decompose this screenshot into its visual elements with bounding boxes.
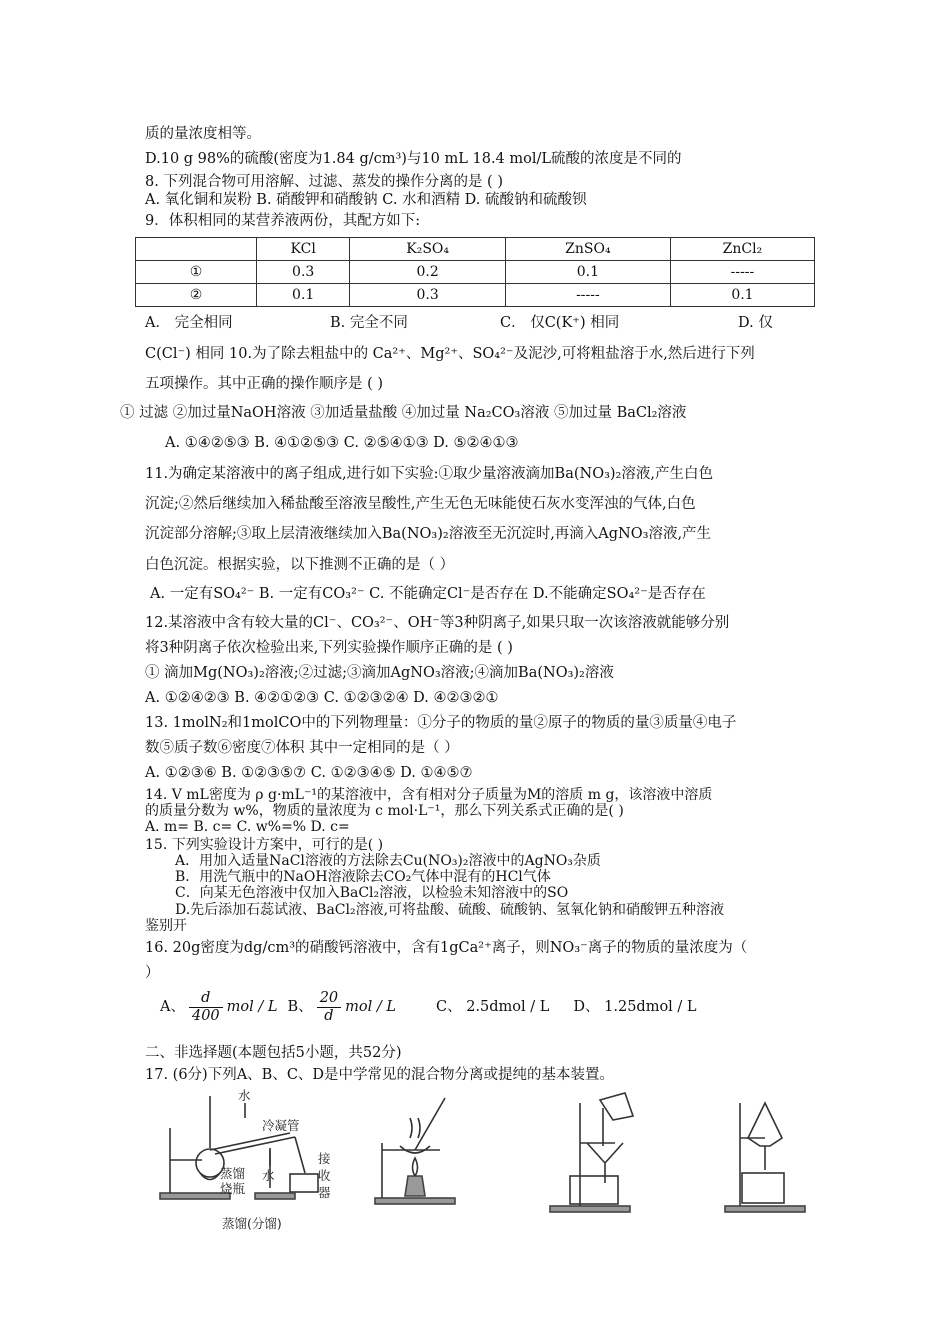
question-15-option-c: C．向某无色溶液中仅加入BaCl₂溶液，以检验未知溶液中的SO — [175, 885, 569, 901]
option-d: D、 1.25dmol / L — [573, 998, 697, 1015]
option-c: C、 2.5dmol / L — [436, 998, 550, 1015]
filtration-apparatus — [545, 1088, 645, 1218]
question-13: 13. 1molN₂和1molCO中的下列物理量：①分子的物质的量②原子的物质的量③质量④电子 — [145, 715, 737, 731]
text-line: 鉴别开 — [145, 918, 187, 934]
question-14-options: A. m= B. c= C. w%=% D. c= — [145, 819, 350, 835]
question-10-options: A. ①④②⑤③ B. ④①②⑤③ C. ②⑤④①③ D. ⑤②④①③ — [165, 435, 519, 451]
alcohol-lamp — [405, 1176, 425, 1196]
question-8-options: A. 氧化铜和炭粉 B. 硝酸钾和硝酸钠 C. 水和酒精 D. 硫酸钠和硫酸钡 — [145, 192, 587, 208]
figure-label: 蒸馏 — [220, 1166, 246, 1181]
table-cell: 0.2 — [350, 261, 506, 284]
table-cell: ----- — [505, 284, 670, 307]
text-line: ① 滴加Mg(NO₃)₂溶液;②过滤;③滴加AgNO₃溶液;④滴加Ba(NO₃)₂溶液 — [145, 665, 614, 681]
question-10: C(Cl⁻) 相同 10.为了除去粗盐中的 Ca²⁺、Mg²⁺、SO₄²⁻及泥沙,可将粗盐溶于水,然后进行下列 — [145, 346, 755, 362]
question-15-option-b: B．用洗气瓶中的NaOH溶液除去CO₂气体中混有的HCl气体 — [175, 869, 551, 885]
figure-label: 烧瓶 — [220, 1181, 246, 1196]
text-line: 质的量浓度相等。 — [145, 126, 261, 142]
question-13-options: A. ①②③⑥ B. ①②③⑤⑦ C. ①②③④⑤ D. ①④⑤⑦ — [145, 765, 473, 781]
table-cell: ZnCl₂ — [670, 238, 814, 261]
stand-base — [725, 1206, 805, 1212]
question-15-option-d: D.先后添加石蕊试液、BaCl₂溶液,可将盐酸、硫酸、硫酸钠、氢氧化钠和硝酸钾五种溶液 — [175, 902, 725, 918]
text-line: 五项操作。其中正确的操作顺序是 ( ) — [145, 376, 384, 392]
stand-base — [550, 1206, 630, 1212]
text-line: D.10 g 98%的硫酸(密度为1.84 g/cm³)与10 mL 18.4 mol/L硫酸的浓度是不同的 — [145, 151, 682, 167]
table-cell: 0.1 — [505, 261, 670, 284]
adapter — [295, 1137, 305, 1173]
stand-base — [375, 1198, 455, 1204]
question-12-options: A. ①②④②③ B. ④②①②③ C. ①②③②④ D. ④②③②① — [145, 690, 499, 706]
figure-caption: 蒸馏(分馏) — [222, 1216, 282, 1231]
receiver — [290, 1174, 318, 1192]
table-cell: 0.3 — [350, 284, 506, 307]
question-9-option-d: D. 仅 — [738, 315, 773, 331]
denominator: d — [324, 1007, 334, 1024]
text-line: 白色沉淀。根据实验，以下推测不正确的是（ ） — [145, 557, 455, 573]
unit: mol / L — [226, 998, 278, 1015]
figure-label: 器 — [318, 1185, 331, 1200]
option-b-label: B、 — [287, 998, 313, 1015]
text-line: 将3种阴离子依次检验出来,下列实验操作顺序正确的是 ( ) — [145, 640, 513, 656]
evaporation-apparatus — [370, 1088, 470, 1218]
figure-label: 接 — [318, 1151, 331, 1166]
denominator: 400 — [191, 1007, 220, 1024]
question-16-options — [160, 990, 697, 1024]
beaker — [570, 1176, 618, 1204]
stand-base — [255, 1193, 295, 1199]
separation-apparatus — [720, 1088, 810, 1223]
formula-table — [135, 237, 815, 307]
unit: mol / L — [345, 998, 396, 1015]
question-15: 15. 下列实验设计方案中，可行的是( ) — [145, 837, 384, 853]
text-line: 沉淀部分溶解;③取上层清液继续加入Ba(NO₃)₂溶液至无沉淀时,再滴入AgNO₃溶液,产生 — [145, 526, 712, 542]
table-cell — [136, 238, 257, 261]
pouring-beaker — [600, 1093, 633, 1120]
section-heading: 二、非选择题(本题包括5小题，共52分) — [145, 1045, 402, 1061]
question-11: 11.为确定某溶液中的离子组成,进行如下实验:①取少量溶液滴加Ba(NO₃)₂溶液,产生白色 — [145, 466, 713, 482]
fraction — [189, 990, 223, 1024]
question-17: 17. (6分)下列A、B、C、D是中学常见的混合物分离或提纯的基本装置。 — [145, 1067, 615, 1083]
question-14: 14. V mL密度为 ρ g·mL⁻¹的某溶液中，含有相对分子质量为M的溶质 m g，该溶液中溶质 — [145, 787, 713, 803]
table-cell: KCl — [257, 238, 350, 261]
question-15-option-a: A．用加入适量NaCl溶液的方法除去Cu(NO₃)₂溶液中的AgNO₃杂质 — [175, 853, 601, 869]
condenser-tube — [210, 1133, 290, 1150]
table-row — [136, 284, 815, 307]
beaker — [742, 1173, 784, 1203]
figure-label: 收 — [318, 1168, 331, 1183]
text-line: 数⑤质子数⑥密度⑦体积 其中一定相同的是（ ） — [145, 740, 459, 756]
condenser-tube — [215, 1137, 295, 1154]
table-cell: ----- — [670, 261, 814, 284]
table-cell: ZnSO₄ — [505, 238, 670, 261]
question-10-steps: ① 过滤 ②加过量NaOH溶液 ③加适量盐酸 ④加过量 Na₂CO₃溶液 ⑤加过量 BaCl₂溶液 — [120, 405, 687, 421]
distillation-apparatus — [150, 1088, 340, 1238]
numerator: 20 — [317, 990, 341, 1008]
question-16: 16. 20g密度为dg/cm³的硝酸钙溶液中，含有1gCa²⁺离子，则NO₃⁻离子的物质的量浓度为（ — [145, 940, 748, 956]
table-cell: ① — [136, 261, 257, 284]
numerator: d — [189, 990, 223, 1008]
figure-label: 冷凝管 — [262, 1118, 300, 1133]
option-a-label: A、 — [160, 998, 185, 1015]
flame — [413, 1158, 418, 1176]
steam — [410, 1118, 420, 1138]
question-8: 8. 下列混合物可用溶解、过滤、蒸发的操作分离的是 ( ) — [145, 174, 503, 190]
table-cell: 0.3 — [257, 261, 350, 284]
table-cell: 0.1 — [670, 284, 814, 307]
separatory-funnel — [748, 1103, 782, 1146]
table-row — [136, 261, 815, 284]
figure-label: 水 — [238, 1088, 251, 1103]
text-line: ） — [145, 965, 160, 981]
text-line: 沉淀;②然后继续加入稀盐酸至溶液呈酸性,产生无色无味能使石灰水变浑浊的气体,白色 — [145, 496, 696, 512]
table-cell: K₂SO₄ — [350, 238, 506, 261]
question-9-option-a: A． 完全相同 — [145, 315, 233, 331]
fraction — [317, 990, 341, 1024]
question-9-option-b: B. 完全不同 — [330, 315, 408, 331]
figure-label: 水 — [262, 1168, 275, 1183]
question-9-option-c: C． 仅C(K⁺) 相同 — [500, 315, 620, 331]
question-12: 12.某溶液中含有较大量的Cl⁻、CO₃²⁻、OH⁻等3种阴离子,如果只取一次该溶液就能够分别 — [145, 615, 730, 631]
table-cell: ② — [136, 284, 257, 307]
question-11-options: A. 一定有SO₄²⁻ B. 一定有CO₃²⁻ C. 不能确定Cl⁻是否存在 D.不能确定SO₄²⁻是否存在 — [150, 586, 706, 602]
question-9: 9．体积相同的某营养液两份，其配方如下: — [145, 213, 421, 229]
table-cell: 0.1 — [257, 284, 350, 307]
table-header-row — [136, 238, 815, 261]
text-line: 的质量分数为 w%，物质的量浓度为 c mol·L⁻¹，那么下列关系式正确的是( ) — [145, 803, 624, 819]
